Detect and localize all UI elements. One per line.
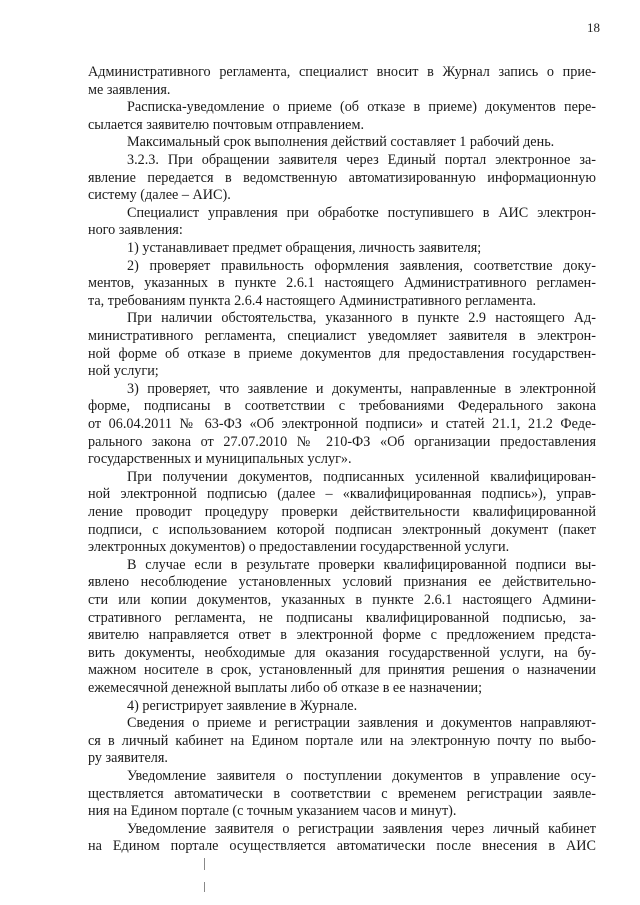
- text-line: ру заявителя.: [88, 750, 168, 767]
- text-line: сти или копии документов, указанных в пункте 2.6.1 настоящего Админи-: [88, 592, 596, 608]
- text-line: ной электронной подписью (далее – «квалифицированная подпись»), управ-: [88, 486, 596, 503]
- text-line: стративного регламента, не подписаны квалифицированной подписью, за-: [88, 609, 596, 626]
- text-line: При получении документов, подписанных усиленной квалифицирован-: [127, 468, 596, 485]
- text-line: ществляется автоматически в соответствии с временем регистрации заявле-: [88, 785, 596, 802]
- text-line: ния на Едином портале (с точным указанием часов и минут).: [88, 803, 457, 820]
- text-line: 3.2.3. При обращении заявителя через Единый портал электронное за-: [127, 152, 596, 168]
- text-line: ного заявления:: [88, 222, 183, 239]
- text-line: электронных документов) о предоставлении государственной услуги.: [88, 539, 510, 556]
- text-line: явлено несоблюдение установленных условий признания ее действительно-: [88, 574, 596, 591]
- text-line: государственных и муниципальных услуг».: [88, 451, 352, 468]
- text-line: 4) регистрирует заявление в Журнале.: [127, 697, 358, 714]
- text-line: мажном носителе в срок, установленный для принятия решения о назначении: [88, 662, 596, 679]
- text-line: В случае если в результате проверки квалифицированной подписи вы-: [127, 556, 596, 573]
- text-line: Уведомление заявителя о регистрации заявления через личный кабинет: [127, 820, 596, 837]
- text-line: рального закона от 27.07.2010 № 210-ФЗ «Об организации предоставления: [88, 433, 596, 450]
- text-line: на Едином портале осуществляется автоматически после внесения в АИС: [88, 838, 596, 855]
- text-line: Уведомление заявителя о поступлении документов в управление осу-: [127, 768, 596, 784]
- text-line: Расписка-уведомление о приеме (об отказе в приеме) документов пере-: [127, 99, 596, 116]
- text-line: ной форме об отказе в приеме документов для предоставления государствен-: [88, 345, 596, 362]
- text-line: ментов, указанных в пункте 2.6.1 настоящего Административного регламен-: [88, 275, 596, 292]
- text-line: 2) проверяет правильность оформления заявления, соответствие доку-: [127, 257, 596, 274]
- text-line: та, требованиям пункта 2.6.4 настоящего Административного регламента.: [88, 292, 537, 309]
- text-line: систему (далее – АИС).: [88, 187, 231, 204]
- text-line: 3) проверяет, что заявление и документы, направленные в электронной: [127, 380, 596, 397]
- text-line: Максимальный срок выполнения действий составляет 1 рабочий день.: [127, 134, 555, 151]
- text-line: форме, подписаны в соответствии с требованиями Федерального закона: [88, 398, 596, 415]
- text-line: подписи, с использованием которой подписан электронный документ (пакет: [88, 521, 596, 538]
- text-line: Сведения о приеме и регистрации заявления и документов направляют-: [127, 715, 596, 732]
- text-line: 1) устанавливает предмет обращения, личность заявителя;: [127, 240, 482, 256]
- text-line: ной услуги;: [88, 363, 159, 380]
- text-line: явление передается в ведомственную автоматизированную информационную: [88, 169, 596, 186]
- scan-artifact: [204, 858, 205, 870]
- text-line: ме заявления.: [88, 81, 171, 98]
- text-line: министративного регламента, специалист уведомляет заявителя в электрон-: [88, 328, 596, 344]
- text-line: Административного регламента, специалист вносит в Журнал запись о прие-: [88, 64, 596, 80]
- text-line: сылается заявителю почтовым отправлением.: [88, 116, 364, 133]
- text-line: от 06.04.2011 № 63-ФЗ «Об электронной подписи» и статей 21.1, 21.2 Феде-: [88, 416, 596, 432]
- text-line: ежемесячной денежной выплаты либо об отказе в ее назначении;: [88, 680, 483, 696]
- scan-artifact: [204, 882, 205, 892]
- text-line: явителю направляется ответ в электронной форме с предложением предста-: [88, 627, 596, 644]
- text-line: Специалист управления при обработке поступившего в АИС электрон-: [127, 204, 596, 221]
- text-line: ление проводит процедуру проверки действительности квалифицированной: [88, 504, 596, 520]
- text-line: ся в личный кабинет на Едином портале или на электронную почту по выбо-: [88, 732, 596, 749]
- text-line: При наличии обстоятельства, указанного в пункте 2.9 настоящего Ад-: [127, 310, 596, 327]
- page-number: 18: [587, 20, 600, 35]
- text-line: вить документы, необходимые для оказания государственной услуги, на бу-: [88, 644, 596, 661]
